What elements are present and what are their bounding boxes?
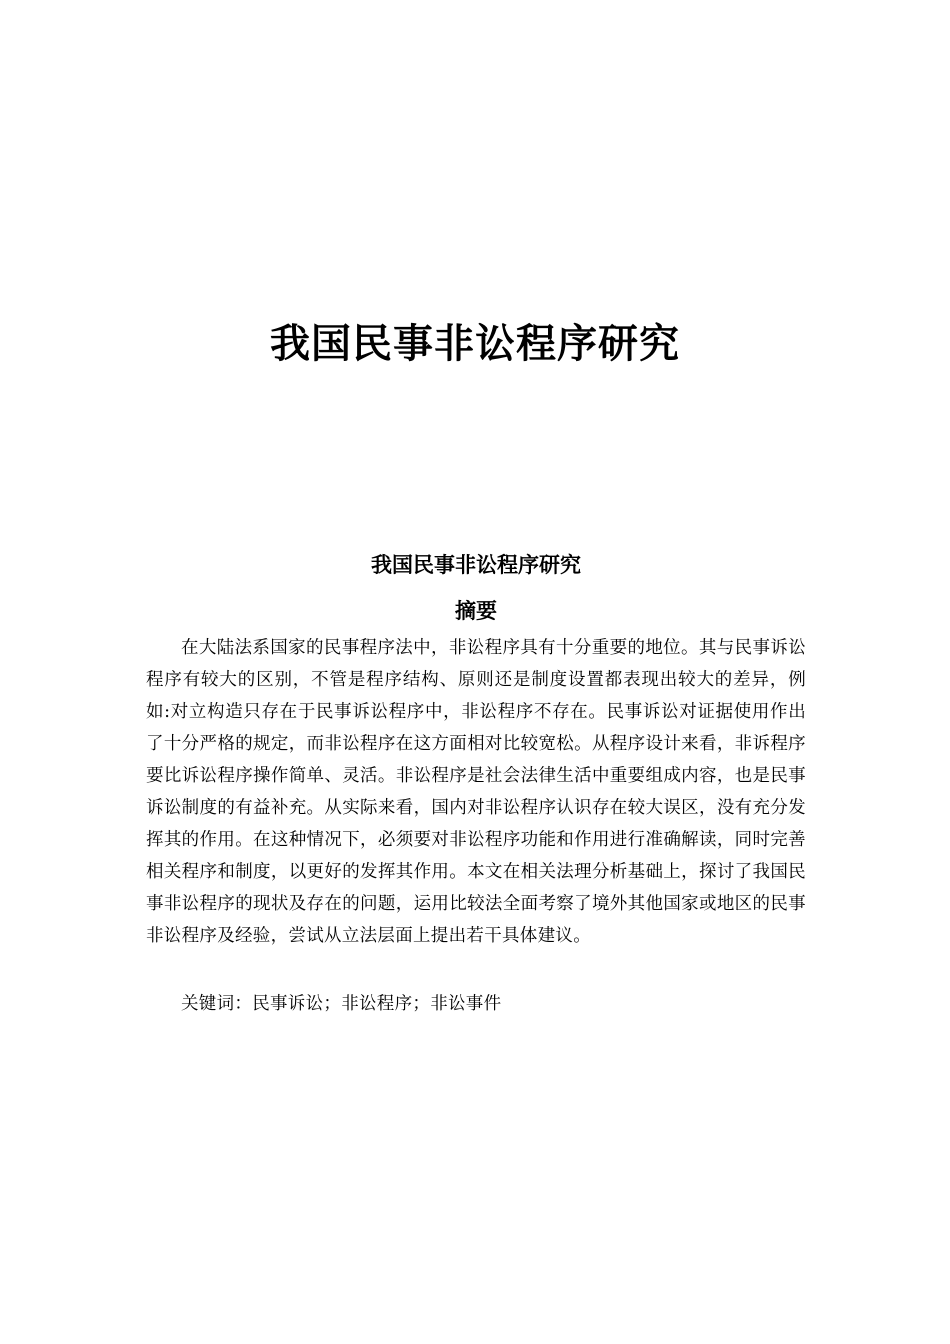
abstract-paragraph: 在大陆法系国家的民事程序法中，非讼程序具有十分重要的地位。其与民事诉讼程序有较大的区别，不管是程序结构、原则还是制度设置都表现出较大的差异，例如:对立构造只存在于民事诉讼程序中，非讼程序不存在。民事诉讼对证据使用作出了十分严格的规定，而非讼程序在这方面相对比较宽松。从程序设计来看，非诉程序要比诉讼程序操作简单、灵活。非讼程序是社会法律生活中重要组成内容，也是民事诉讼制度的有益补充。从实际来看，国内对非讼程序认识存在较大误区，没有充分发挥其的作用。在这种情况下，必须要对非讼程序功能和作用进行准确解读，同时完善相关程序和制度，以更好的发挥其作用。本文在相关法理分析基础上，探讨了我国民事非讼程序的现状及存在的问题，运用比较法全面考察了境外其他国家或地区的民事非讼程序及经验，尝试从立法层面上提出若干具体建议。 — [146, 638, 806, 946]
paper-title: 我国民事非讼程序研究 — [371, 553, 581, 577]
keywords-line: 关键词：民事诉讼；非讼程序；非讼事件 — [181, 994, 502, 1014]
abstract-heading: 摘要 — [455, 599, 497, 623]
cover-title: 我国民事非讼程序研究 — [270, 321, 680, 367]
abstract-section — [146, 548, 806, 1020]
